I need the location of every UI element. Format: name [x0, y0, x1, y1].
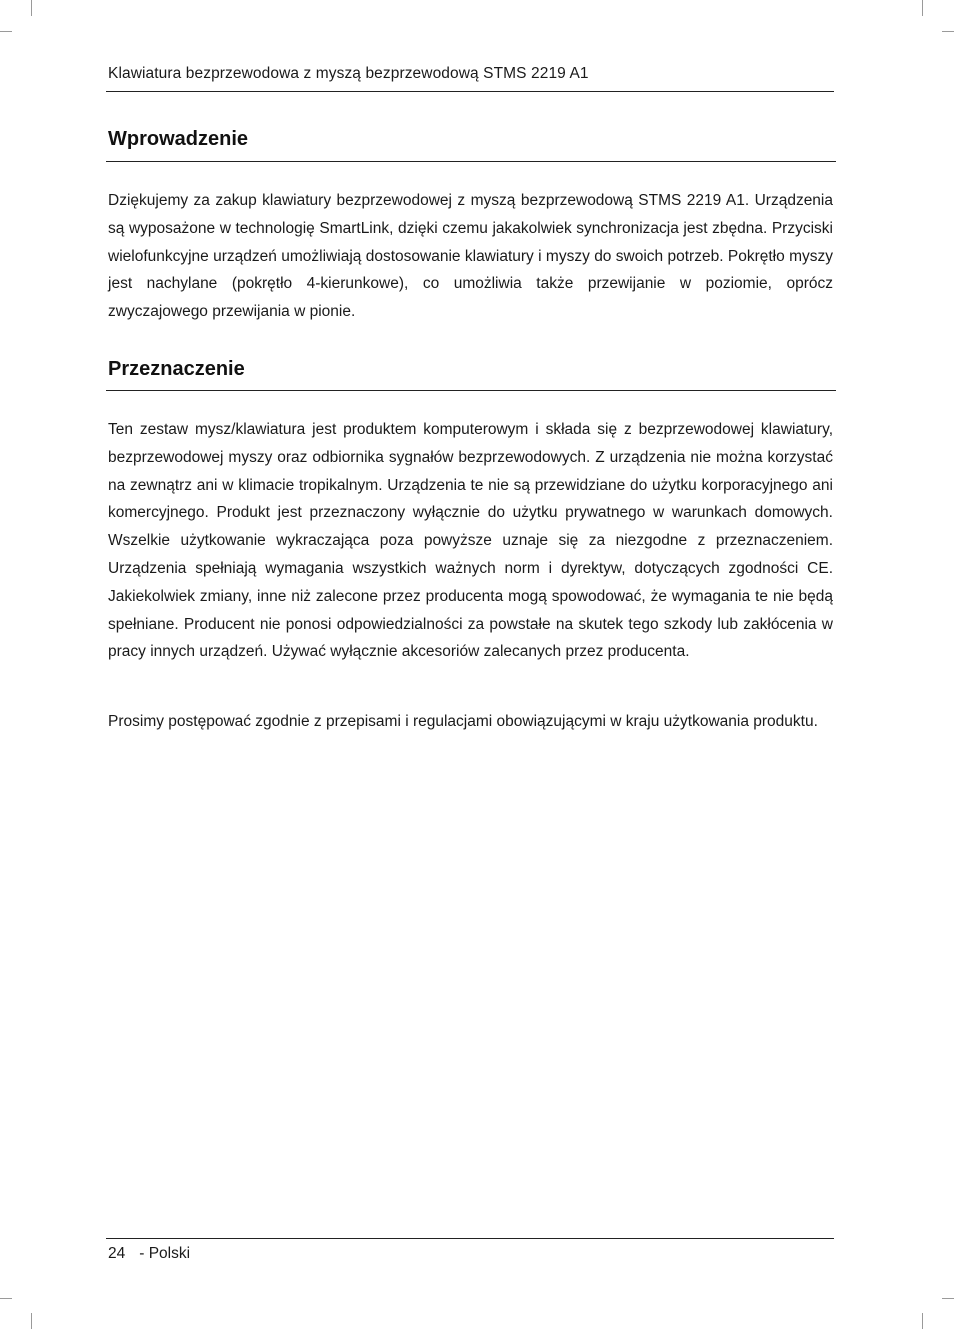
crop-mark-top-right	[942, 31, 954, 32]
crop-mark-bottom-left	[0, 1298, 12, 1299]
running-header: Klawiatura bezprzewodowa z myszą bezprzewodową STMS 2219 A1	[108, 65, 589, 82]
crop-mark-top-right	[922, 0, 923, 16]
regulations-paragraph: Prosimy postępować zgodnie z przepisami i regulacjami obowiązującymi w kraju użytkowania produktu.	[108, 713, 818, 730]
section-heading-introduction: Wprowadzenie	[108, 128, 249, 150]
crop-mark-top-left	[31, 0, 32, 16]
footer-language: - Polski	[139, 1245, 191, 1262]
crop-mark-bottom-right	[922, 1313, 923, 1329]
page-footer	[108, 1244, 190, 1264]
crop-mark-bottom-left	[31, 1313, 32, 1329]
header-divider	[106, 91, 834, 92]
footer-divider	[106, 1238, 834, 1239]
crop-mark-top-left	[0, 31, 12, 32]
crop-mark-bottom-right	[942, 1298, 954, 1299]
section-divider	[106, 161, 836, 162]
intended-use-paragraph: Ten zestaw mysz/klawiatura jest produktem komputerowym i składa się z bezprzewodowej klawiatury, bezprzewodowej myszy oraz odbiornika sygnałów bezprzewodowych. Z urządzenia nie można korzystać na zewnątrz ani w klimacie tropikalnym. Urządzenia te nie są przewidziane do użytku korporacyjnego ani komercyjnego. Produkt jest przeznaczony wyłącznie do użytku prywatnego w warunkach domowych. Wszelkie użytkowanie wykraczająca poza powyższe uznaje się za niezgodne z przeznaczeniem. Urządzenia spełniają wymagania wszystkich ważnych norm i dyrektyw, dotyczących zgodności CE. Jakiekolwiek zmiany, inne niż zalecone przez producenta mogą spowodować, że wymagania te nie będą spełniane. Producent nie ponosi odpowiedzialności za powstałe na skutek tego szkody lub zakłócenia w pracy innych urządzeń. Używać wyłącznie akcesoriów zalecanych przez producenta.	[108, 421, 833, 661]
section-heading-intended-use: Przeznaczenie	[108, 358, 245, 380]
page-number: 24	[108, 1245, 126, 1262]
section-divider	[106, 390, 836, 391]
introduction-paragraph: Dziękujemy za zakup klawiatury bezprzewodowej z myszą bezprzewodową STMS 2219 A1. Urządzenia są wyposażone w technologię SmartLink, dzięki czemu jakakolwiek synchronizacja jest zbędna. Przyciski wielofunkcyjne urządzeń umożliwiają dostosowanie klawiatury i myszy do swoich potrzeb. Pokrętło myszy jest nachylane (pokrętło 4-kierunkowe), co umożliwia także przewijanie w poziomie, oprócz zwyczajowego przewijania w pionie.	[108, 192, 833, 321]
